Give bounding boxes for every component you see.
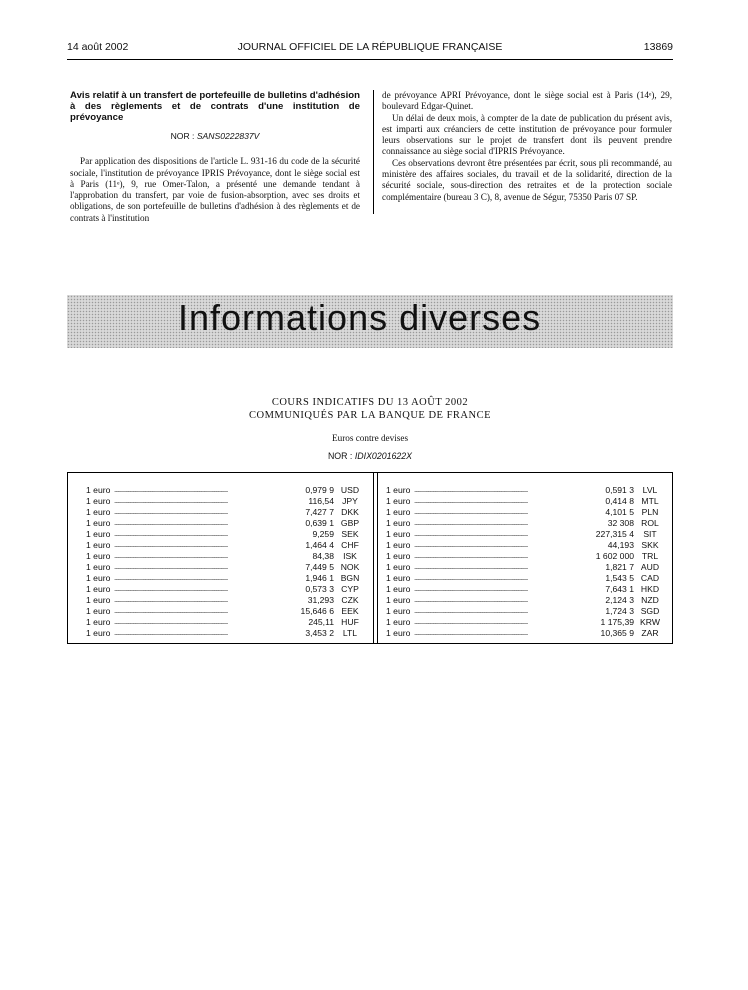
rate-row — [386, 485, 664, 496]
leader-dots: ........................................................................................................................ — [414, 575, 528, 582]
rate-value: 0,979 9 — [305, 485, 334, 495]
cours-nor-code: IDIX0201622X — [354, 451, 413, 461]
leader-dots: ........................................................................................................................ — [414, 608, 528, 615]
avis-nor-label: NOR : — [170, 131, 197, 141]
rate-value: 2,124 3 — [605, 595, 634, 605]
rate-value: 3,453 2 — [305, 628, 334, 638]
rate-label: 1 euro — [86, 485, 111, 495]
leader-dots: ........................................................................................................................ — [414, 619, 528, 626]
currency-code: CZK — [341, 595, 359, 605]
currency-code: TRL — [641, 551, 659, 561]
rate-row — [386, 507, 664, 518]
rate-label: 1 euro — [86, 540, 111, 550]
rate-value: 9,259 — [312, 529, 334, 539]
rate-value: 32 308 — [607, 518, 634, 528]
rate-value: 0,414 8 — [605, 496, 634, 506]
leader-dots: ........................................................................................................................ — [114, 487, 228, 494]
rate-label: 1 euro — [86, 518, 111, 528]
avis-right-column — [382, 90, 672, 203]
rate-row — [86, 628, 364, 639]
avis-right-paragraph: de prévoyance APRI Prévoyance, dont le siège social est à Paris (14ᵉ), 29, boulevard Edgar-Quinet. — [382, 90, 672, 112]
rate-label: 1 euro — [386, 606, 411, 616]
leader-dots: ........................................................................................................................ — [114, 619, 228, 626]
avis-title: Avis relatif à un transfert de portefeuille de bulletins d'adhésion à des règlements et de contrats d'une institution de prévoyance — [70, 90, 360, 123]
column-divider — [373, 90, 374, 214]
rate-row — [386, 595, 664, 606]
rates-left-column — [86, 485, 364, 639]
rate-row — [86, 584, 364, 595]
rate-label: 1 euro — [386, 518, 411, 528]
currency-code: SIT — [643, 529, 657, 539]
currency-code: NOK — [340, 562, 360, 572]
rate-row — [86, 606, 364, 617]
rate-value: 227,315 4 — [595, 529, 634, 539]
leader-dots: ........................................................................................................................ — [114, 564, 228, 571]
rate-label: 1 euro — [86, 606, 111, 616]
currency-code: LTL — [342, 628, 358, 638]
rate-label: 1 euro — [386, 562, 411, 572]
currency-code: SKK — [641, 540, 659, 550]
rate-label: 1 euro — [386, 617, 411, 627]
rate-label: 1 euro — [386, 529, 411, 539]
leader-dots: ........................................................................................................................ — [414, 597, 528, 604]
rate-label: 1 euro — [386, 485, 411, 495]
rate-label: 1 euro — [86, 584, 111, 594]
rate-row — [86, 518, 364, 529]
page-number: 13869 — [643, 41, 673, 53]
cours-subtitle: Euros contre devises — [331, 433, 409, 443]
rate-value: 1,946 1 — [305, 573, 334, 583]
leader-dots: ........................................................................................................................ — [414, 498, 528, 505]
currency-code: CYP — [341, 584, 359, 594]
rate-value: 1,543 5 — [605, 573, 634, 583]
leader-dots: ........................................................................................................................ — [414, 531, 528, 538]
currency-code: ZAR — [641, 628, 659, 638]
rate-label: 1 euro — [386, 573, 411, 583]
header-rule — [67, 59, 673, 60]
rate-label: 1 euro — [86, 551, 111, 561]
rate-row — [86, 562, 364, 573]
rate-row — [86, 485, 364, 496]
rate-label: 1 euro — [386, 584, 411, 594]
rate-value: 116,54 — [308, 496, 334, 506]
leader-dots: ........................................................................................................................ — [414, 542, 528, 549]
rate-label: 1 euro — [386, 507, 411, 517]
currency-code: LVL — [642, 485, 658, 495]
leader-dots: ........................................................................................................................ — [114, 542, 228, 549]
currency-code: NZD — [641, 595, 659, 605]
currency-code: MTL — [641, 496, 659, 506]
exchange-rate-table — [67, 472, 673, 644]
rate-value: 0,639 1 — [305, 518, 334, 528]
rate-value: 0,591 3 — [605, 485, 634, 495]
rate-label: 1 euro — [86, 617, 111, 627]
leader-dots: ........................................................................................................................ — [414, 509, 528, 516]
currency-code: GBP — [340, 518, 360, 528]
currency-code: DKK — [341, 507, 359, 517]
rate-row — [386, 529, 664, 540]
currency-code: PLN — [641, 507, 659, 517]
currency-code: AUD — [640, 562, 660, 572]
leader-dots: ........................................................................................................................ — [114, 498, 228, 505]
section-banner-title: Informations diverses — [178, 297, 542, 338]
rate-row — [386, 562, 664, 573]
currency-code: EEK — [341, 606, 359, 616]
header-date: 14 août 2002 — [67, 41, 129, 53]
rate-value: 1 175,39 — [600, 617, 634, 627]
currency-code: SEK — [341, 529, 359, 539]
rate-row — [86, 529, 364, 540]
avis-right-paragraph: Un délai de deux mois, à compter de la date de publication du présent avis, est imparti aux créanciers de cette institution de prévoyance pour formuler leurs observations sur le projet de transfert dont ils peuvent prendre connaissance au siège social d'IPRIS Prévoyance. — [382, 112, 672, 157]
rate-value: 15,646 6 — [300, 606, 334, 616]
avis-left-column — [70, 90, 360, 224]
rate-value: 1,821 7 — [605, 562, 634, 572]
leader-dots: ........................................................................................................................ — [414, 487, 528, 494]
rate-label: 1 euro — [386, 496, 411, 506]
leader-dots: ........................................................................................................................ — [414, 553, 528, 560]
leader-dots: ........................................................................................................................ — [114, 553, 228, 560]
avis-nor-code: SANS0222837V — [196, 131, 260, 141]
avis-left-paragraph: Par application des dispositions de l'article L. 931-16 du code de la sécurité sociale, l'institution de prévoyance IPRIS Prévoyance, dont le siège social est à Paris (11ᵉ), 9, rue Omer-Talon, a présenté une demande tendant à l'approbation du transfert, par voie de fusion-absorption, avec ses droits et obligations, de son portefeuille de bulletins d'adhésion à des règlements et de contrats à l'institution — [70, 156, 360, 223]
currency-code: CAD — [640, 573, 660, 583]
rate-label: 1 euro — [86, 595, 111, 605]
rate-row — [386, 617, 664, 628]
currency-code: JPY — [342, 496, 358, 506]
cours-title-line1: COURS INDICATIFS DU 13 AOÛT 2002 — [271, 397, 469, 408]
rate-label: 1 euro — [86, 562, 111, 572]
rate-value: 31,293 — [307, 595, 334, 605]
leader-dots: ........................................................................................................................ — [114, 630, 228, 637]
rate-row — [86, 595, 364, 606]
rate-value: 44,193 — [607, 540, 634, 550]
rate-row — [386, 518, 664, 529]
cours-nor — [67, 451, 673, 461]
leader-dots: ........................................................................................................................ — [114, 586, 228, 593]
rate-row — [386, 584, 664, 595]
rate-label: 1 euro — [386, 551, 411, 561]
rate-row — [386, 606, 664, 617]
rate-row — [86, 496, 364, 507]
rate-value: 1,724 3 — [605, 606, 634, 616]
cours-nor-label: NOR : — [327, 451, 355, 461]
rate-row — [86, 617, 364, 628]
rate-row — [86, 573, 364, 584]
currency-code: BGN — [340, 573, 360, 583]
currency-code: CHF — [341, 540, 359, 550]
rate-row — [386, 628, 664, 639]
leader-dots: ........................................................................................................................ — [114, 597, 228, 604]
currency-code: USD — [340, 485, 360, 495]
leader-dots: ........................................................................................................................ — [414, 630, 528, 637]
rates-right-column — [386, 485, 664, 639]
section-banner — [67, 295, 673, 348]
rate-row — [86, 540, 364, 551]
rate-row — [386, 540, 664, 551]
rate-value: 1,464 4 — [305, 540, 334, 550]
leader-dots: ........................................................................................................................ — [414, 564, 528, 571]
rate-row — [86, 551, 364, 562]
rate-value: 1 602 000 — [595, 551, 634, 561]
leader-dots: ........................................................................................................................ — [114, 509, 228, 516]
leader-dots: ........................................................................................................................ — [414, 586, 528, 593]
rate-label: 1 euro — [86, 628, 111, 638]
currency-code: ISK — [343, 551, 357, 561]
rate-value: 7,427 7 — [305, 507, 334, 517]
avis-nor — [70, 131, 360, 142]
leader-dots: ........................................................................................................................ — [114, 520, 228, 527]
leader-dots: ........................................................................................................................ — [114, 575, 228, 582]
rate-label: 1 euro — [86, 529, 111, 539]
leader-dots: ........................................................................................................................ — [114, 531, 228, 538]
rate-label: 1 euro — [386, 628, 411, 638]
rate-row — [386, 551, 664, 562]
rate-row — [386, 496, 664, 507]
journal-title: JOURNAL OFFICIEL DE LA RÉPUBLIQUE FRANÇAISE — [237, 41, 503, 53]
rate-value: 10,365 9 — [600, 628, 634, 638]
currency-code: HKD — [640, 584, 660, 594]
cours-title-line2: COMMUNIQUÉS PAR LA BANQUE DE FRANCE — [248, 410, 491, 421]
leader-dots: ........................................................................................................................ — [114, 608, 228, 615]
currency-code: SGD — [640, 606, 660, 616]
rate-label: 1 euro — [86, 573, 111, 583]
currency-code: HUF — [341, 617, 359, 627]
rate-value: 4,101 5 — [605, 507, 634, 517]
rate-value: 7,643 1 — [605, 584, 634, 594]
currency-code: KRW — [640, 617, 660, 627]
rate-row — [86, 507, 364, 518]
rate-row — [386, 573, 664, 584]
currency-code: ROL — [641, 518, 659, 528]
rate-value: 245,11 — [308, 617, 334, 627]
avis-right-paragraph: Ces observations devront être présentées par écrit, sous pli recommandé, au ministère des affaires sociales, du travail et de la solidarité, direction de la sécurité sociale, sous-direction des retraites et de la protection sociale complémentaire (bureau 3 C), 8, avenue de Ségur, 75350 Paris 07 SP. — [382, 157, 672, 202]
rate-label: 1 euro — [86, 496, 111, 506]
table-double-divider — [373, 473, 378, 643]
rate-value: 84,38 — [312, 551, 334, 561]
rate-value: 0,573 3 — [305, 584, 334, 594]
leader-dots: ........................................................................................................................ — [414, 520, 528, 527]
rate-value: 7,449 5 — [305, 562, 334, 572]
rate-label: 1 euro — [386, 595, 411, 605]
rate-label: 1 euro — [386, 540, 411, 550]
rate-label: 1 euro — [86, 507, 111, 517]
